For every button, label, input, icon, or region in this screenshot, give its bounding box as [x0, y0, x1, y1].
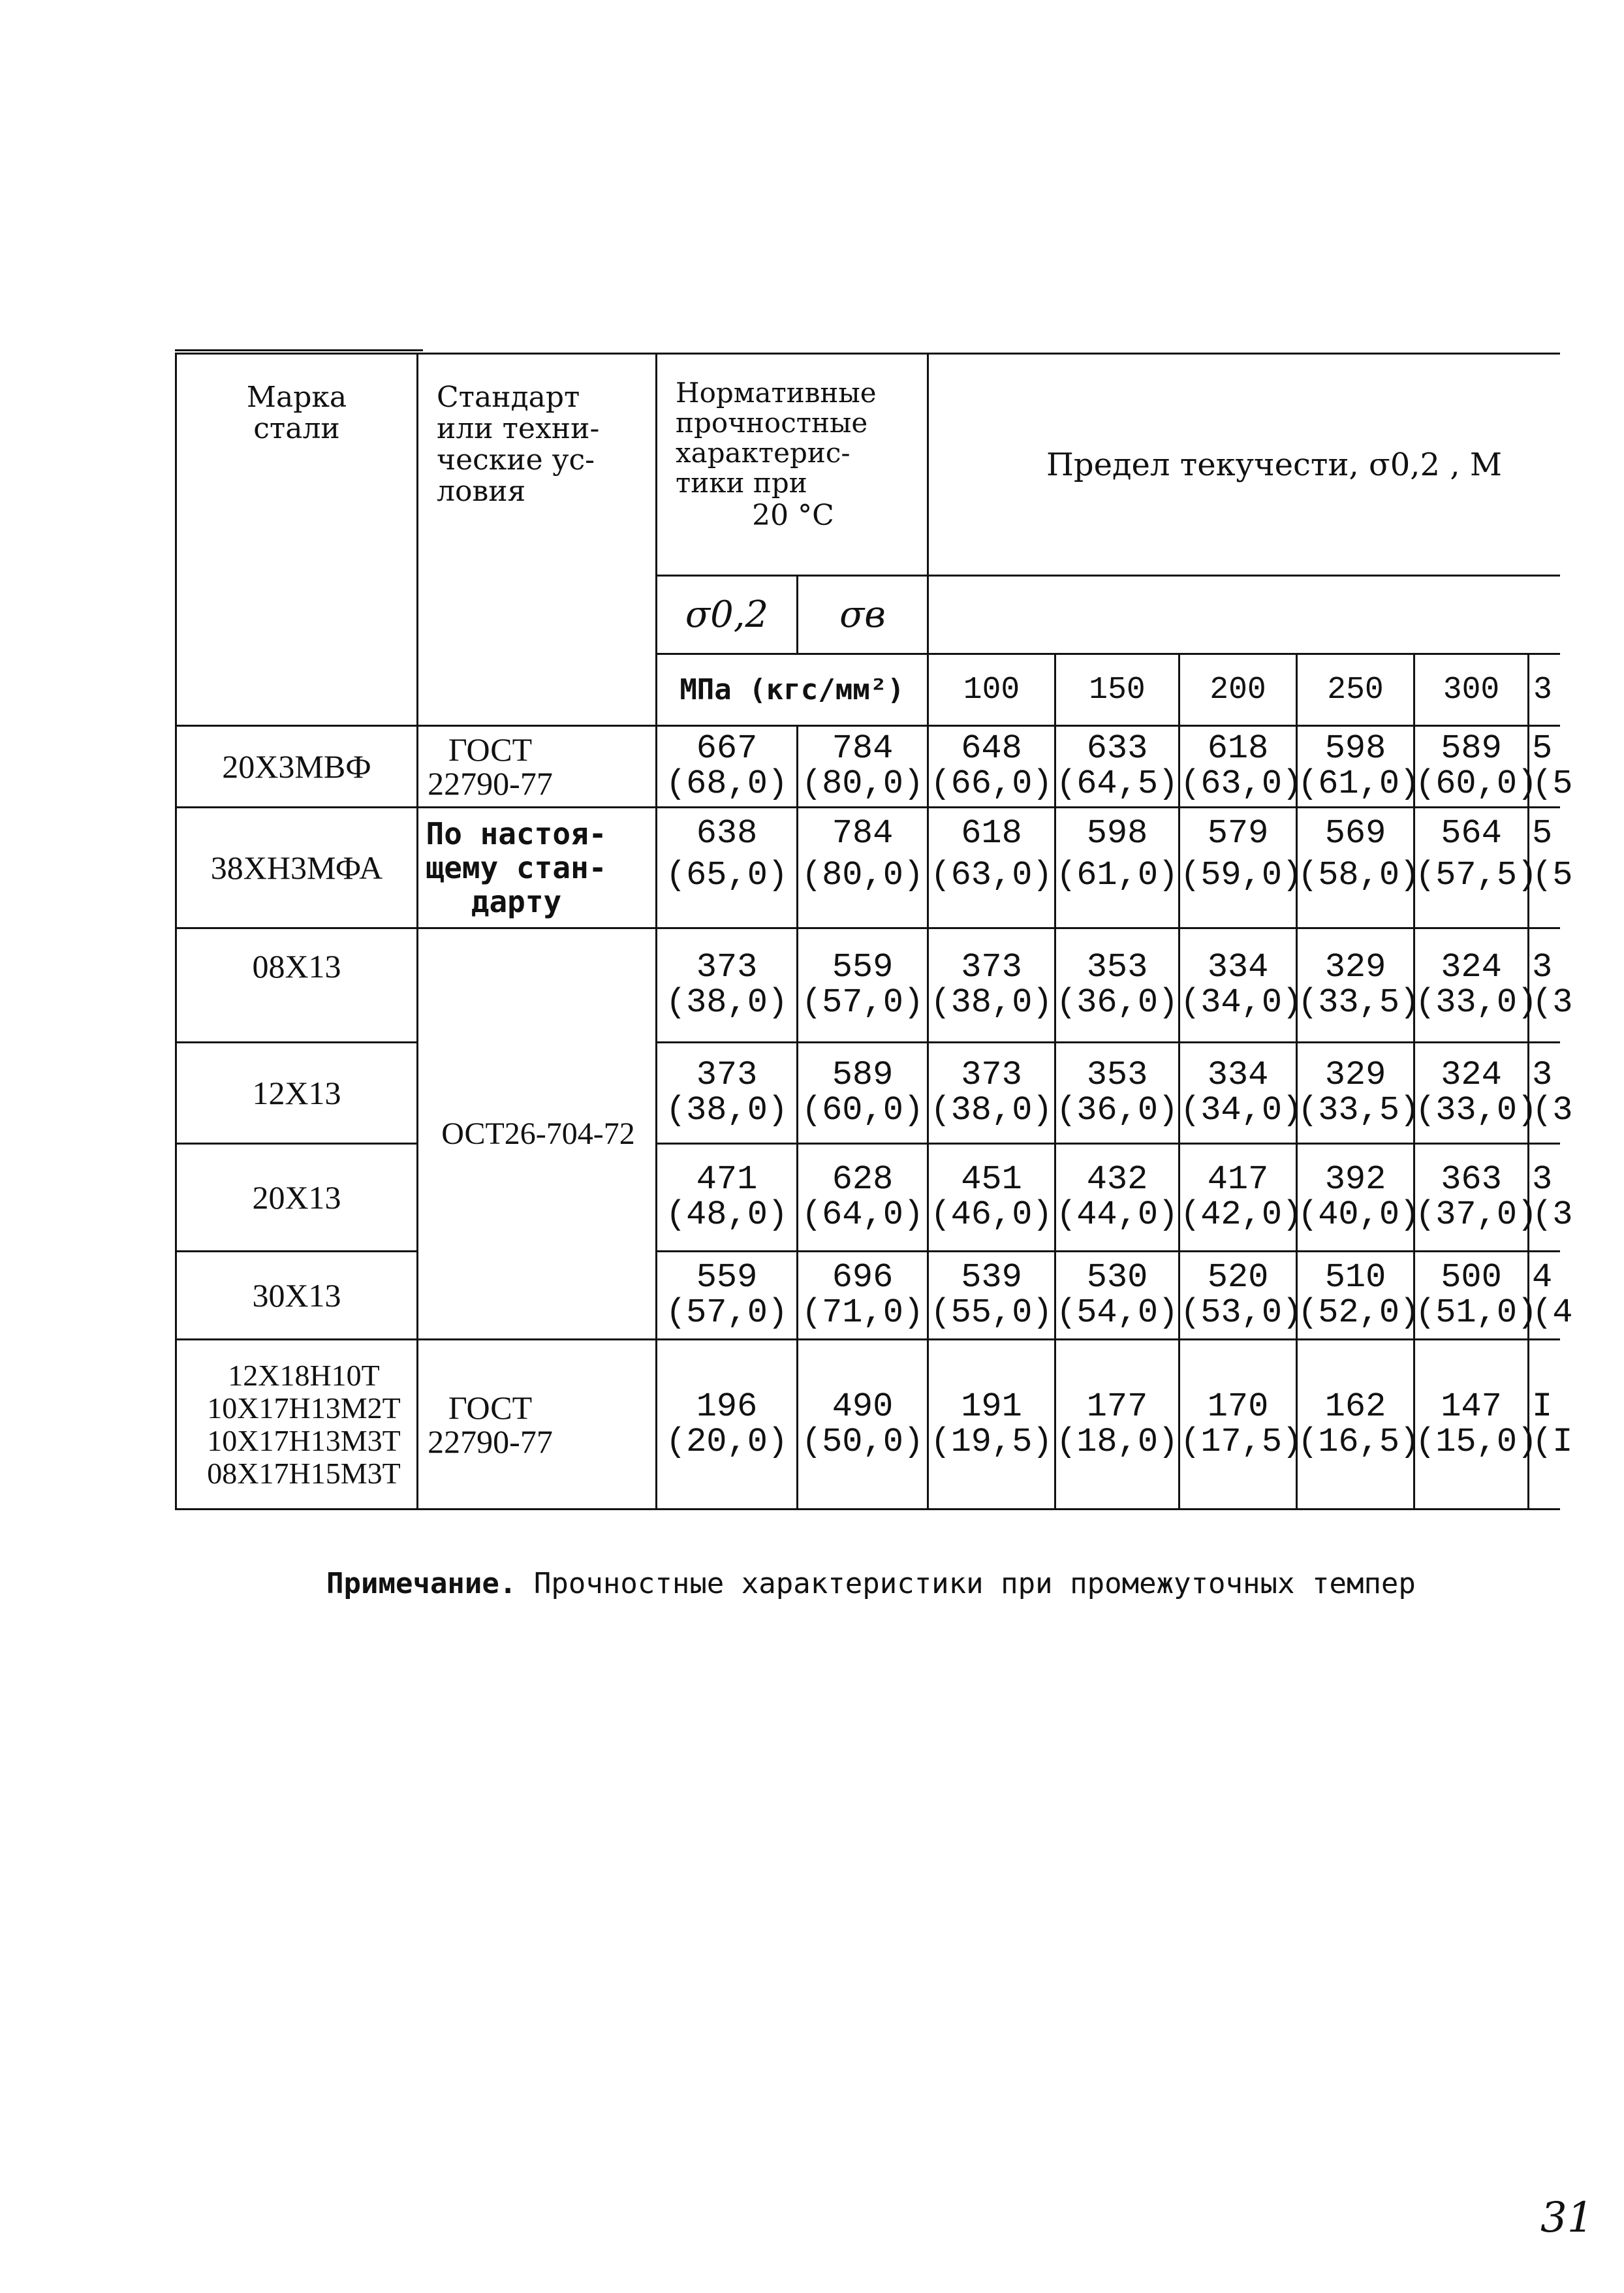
value-kgf: (34,0) — [1180, 983, 1303, 1022]
value-main: 353 — [1086, 948, 1148, 987]
sigmab-symbol: σв — [839, 593, 886, 636]
value-cell — [1529, 1043, 1573, 1144]
value-cell — [1529, 726, 1573, 808]
value-kgf: (38,0) — [930, 1091, 1053, 1130]
value-cell — [798, 1252, 928, 1340]
value-main: 363 — [1441, 1160, 1502, 1199]
value-main: 628 — [832, 1160, 894, 1199]
value-kgf: (3 — [1532, 1091, 1573, 1130]
value-kgf: (3 — [1532, 983, 1573, 1022]
grade-name: 38ХН3МФА — [210, 849, 383, 886]
value-kgf: (17,5) — [1180, 1422, 1303, 1461]
value-kgf: (57,0) — [801, 983, 924, 1022]
header-normative — [657, 354, 928, 576]
value-cell — [798, 928, 928, 1043]
note-text: Прочностные характеристики при промежуточных темпер — [533, 1567, 1416, 1600]
value-cell — [1179, 1144, 1303, 1252]
value-main: 191 — [961, 1387, 1022, 1426]
value-kgf: (36,0) — [1056, 1091, 1179, 1130]
header-standard-label: Стандарт или техни-ческие ус-ловия — [437, 381, 600, 508]
value-cell — [1414, 726, 1538, 808]
value-kgf: (40,0) — [1298, 1195, 1420, 1234]
value-main: 162 — [1324, 1387, 1386, 1426]
value-kgf: (36,0) — [1056, 983, 1179, 1022]
value-kgf: (51,0) — [1415, 1293, 1538, 1332]
value-main: 500 — [1441, 1258, 1502, 1297]
temp-label: 100 — [963, 672, 1020, 708]
value-kgf: (20,0) — [665, 1422, 789, 1461]
value-cell — [657, 726, 798, 808]
value-kgf: (57,0) — [665, 1293, 789, 1332]
standard-text: По настоя-щему стан-дарту — [426, 816, 607, 919]
value-cell — [928, 1144, 1055, 1252]
value-cell — [657, 1043, 798, 1144]
standard-cell-shared — [418, 928, 657, 1340]
value-kgf: (50,0) — [801, 1422, 924, 1461]
value-main: 539 — [961, 1258, 1022, 1297]
value-kgf: (16,5) — [1298, 1422, 1420, 1461]
value-cell — [1414, 1252, 1538, 1340]
value-cell — [1055, 808, 1179, 928]
header-temp-3 — [1179, 654, 1297, 726]
steel-strength-table — [175, 353, 1573, 1510]
value-kgf: (34,0) — [1180, 1091, 1303, 1130]
grade-name: 20Х13 — [252, 1179, 341, 1216]
value-main: 589 — [1441, 729, 1502, 768]
value-cell — [928, 1043, 1055, 1144]
value-kgf: (44,0) — [1056, 1195, 1179, 1234]
value-main: 589 — [832, 1056, 894, 1094]
table-row — [176, 808, 1560, 928]
value-kgf: (55,0) — [930, 1293, 1053, 1332]
value-cell — [657, 1144, 798, 1252]
value-cell — [1179, 808, 1303, 928]
value-cell — [1414, 1043, 1538, 1144]
grade-cell — [176, 808, 418, 928]
value-kgf: (38,0) — [930, 983, 1053, 1022]
value-kgf: (54,0) — [1056, 1293, 1179, 1332]
grade-cell — [176, 928, 418, 1043]
value-cell — [1529, 1340, 1573, 1510]
value-kgf: (64,0) — [801, 1195, 924, 1234]
value-main: 432 — [1086, 1160, 1148, 1199]
value-kgf: (48,0) — [665, 1195, 789, 1234]
table-row — [176, 928, 1560, 1043]
grade-name: 08Х17Н15М3Т — [207, 1456, 401, 1490]
value-main: 373 — [961, 948, 1022, 987]
note-label: Примечание. — [326, 1567, 517, 1600]
value-kgf: (63,0) — [930, 856, 1053, 894]
value-cell — [1055, 1043, 1179, 1144]
units-label: МПа (кгс/мм²) — [679, 673, 905, 706]
table-top-rule — [175, 349, 423, 351]
header-sigmab — [798, 576, 928, 654]
header-temp-4 — [1297, 654, 1414, 726]
standard-cell — [418, 726, 657, 808]
table-row — [176, 1043, 1560, 1144]
value-kgf: (33,5) — [1298, 1091, 1420, 1130]
value-kgf: (60,0) — [801, 1091, 924, 1130]
standard-cell — [418, 1340, 657, 1510]
value-main: 196 — [696, 1387, 758, 1426]
value-cell — [657, 1340, 798, 1510]
grade-name: 20Х3МВФ — [222, 748, 371, 785]
value-cell — [798, 1144, 928, 1252]
value-cell — [798, 1043, 928, 1144]
value-main: 3 — [1532, 948, 1553, 987]
value-main: 559 — [832, 948, 894, 987]
grade-cell — [176, 726, 418, 808]
value-kgf: (33,5) — [1298, 983, 1420, 1022]
value-main: 633 — [1086, 729, 1148, 768]
value-main: 329 — [1324, 1056, 1386, 1094]
value-kgf: (19,5) — [930, 1422, 1053, 1461]
header-normative-temp: 20 °C — [752, 499, 834, 532]
value-cell — [1414, 1340, 1538, 1510]
value-main: 784 — [832, 729, 894, 768]
value-kgf: (52,0) — [1298, 1293, 1420, 1332]
value-main: 559 — [696, 1258, 758, 1297]
value-cell — [1297, 808, 1420, 928]
grade-name: 10Х17Н13М3Т — [207, 1423, 401, 1457]
value-main: 373 — [961, 1056, 1022, 1094]
value-main: 177 — [1086, 1387, 1148, 1426]
temp-label: 200 — [1210, 672, 1266, 708]
value-main: I — [1532, 1387, 1553, 1426]
value-kgf: (38,0) — [665, 983, 789, 1022]
value-cell — [1529, 1252, 1573, 1340]
header-yield — [928, 354, 1560, 576]
temp-label: 3 — [1533, 672, 1552, 708]
value-kgf: (58,0) — [1298, 856, 1420, 894]
value-main: 579 — [1207, 814, 1269, 853]
value-cell — [928, 726, 1055, 808]
value-cell — [928, 928, 1055, 1043]
value-kgf: (60,0) — [1415, 765, 1538, 803]
value-main: 451 — [961, 1160, 1022, 1199]
value-kgf: (15,0) — [1415, 1422, 1538, 1461]
value-main: 353 — [1086, 1056, 1148, 1094]
grade-cell — [176, 1043, 418, 1144]
temp-label: 250 — [1327, 672, 1384, 708]
standard-text: ОСТ26-704-72 — [441, 1116, 635, 1151]
value-cell — [1055, 1340, 1179, 1510]
header-grade — [176, 354, 418, 726]
temp-label: 150 — [1089, 672, 1146, 708]
value-main: 4 — [1532, 1258, 1553, 1297]
header-sigma02 — [657, 576, 798, 654]
value-main: 3 — [1532, 1160, 1553, 1199]
grade-cell — [176, 1144, 418, 1252]
value-kgf: (61,0) — [1298, 765, 1420, 803]
grade-name: 30Х13 — [252, 1277, 341, 1314]
value-cell — [928, 808, 1055, 928]
value-cell — [928, 1252, 1055, 1340]
value-kgf: (65,0) — [665, 856, 789, 894]
value-main: 520 — [1207, 1258, 1269, 1297]
value-cell — [1055, 1252, 1179, 1340]
value-cell — [1179, 928, 1303, 1043]
value-cell — [928, 1340, 1055, 1510]
value-kgf: (18,0) — [1056, 1422, 1179, 1461]
value-main: 170 — [1207, 1387, 1269, 1426]
value-main: 392 — [1324, 1160, 1386, 1199]
value-kgf: (4 — [1532, 1293, 1573, 1332]
value-main: 618 — [961, 814, 1022, 853]
value-main: 510 — [1324, 1258, 1386, 1297]
value-main: 598 — [1324, 729, 1386, 768]
header-standard — [418, 354, 657, 726]
value-main: 417 — [1207, 1160, 1269, 1199]
value-kgf: (42,0) — [1180, 1195, 1303, 1234]
value-kgf: (3 — [1532, 1195, 1573, 1234]
value-kgf: (38,0) — [665, 1091, 789, 1130]
value-cell — [1055, 726, 1179, 808]
table-row — [176, 1252, 1560, 1340]
value-cell — [1297, 1252, 1420, 1340]
temp-label: 300 — [1443, 672, 1500, 708]
table-row — [176, 1144, 1560, 1252]
value-main: 784 — [832, 814, 894, 853]
value-main: 324 — [1441, 948, 1502, 987]
standard-text: ГОСТ 22790-77 — [428, 1389, 553, 1460]
value-main: 490 — [832, 1387, 894, 1426]
header-grade-label: Марка стали — [246, 381, 347, 445]
header-normative-label: Нормативные прочностные характерис-тики при — [676, 377, 877, 499]
header-temp-1 — [928, 654, 1055, 726]
value-kgf: (61,0) — [1056, 856, 1179, 894]
value-main: 5 — [1532, 729, 1553, 768]
sigma02-symbol: σ0,2 — [685, 593, 769, 636]
header-temp-6 — [1529, 654, 1560, 726]
header-temp-2 — [1055, 654, 1179, 726]
value-main: 329 — [1324, 948, 1386, 987]
value-cell — [1055, 928, 1179, 1043]
value-main: 5 — [1532, 814, 1553, 853]
value-cell — [798, 808, 928, 928]
value-main: 530 — [1086, 1258, 1148, 1297]
table-row — [176, 1340, 1560, 1510]
value-cell — [1297, 928, 1420, 1043]
grade-name: 12Х18Н10Т — [228, 1358, 380, 1392]
value-cell — [657, 808, 798, 928]
value-cell — [657, 1252, 798, 1340]
value-cell — [798, 1340, 928, 1510]
value-main: 648 — [961, 729, 1022, 768]
value-cell — [798, 726, 928, 808]
value-main: 147 — [1441, 1387, 1502, 1426]
value-cell — [1179, 726, 1303, 808]
value-main: 334 — [1207, 1056, 1269, 1094]
value-kgf: (33,0) — [1415, 1091, 1538, 1130]
value-kgf: (57,5) — [1415, 856, 1538, 894]
header-yield-blank — [928, 576, 1560, 654]
value-main: 334 — [1207, 948, 1269, 987]
value-main: 373 — [696, 948, 758, 987]
value-main: 324 — [1441, 1056, 1502, 1094]
value-cell — [1179, 1252, 1303, 1340]
table-note — [326, 1567, 1567, 1600]
grade-cell — [176, 1252, 418, 1340]
value-kgf: (59,0) — [1180, 856, 1303, 894]
value-cell — [657, 928, 798, 1043]
value-kgf: (53,0) — [1180, 1293, 1303, 1332]
page-number: 31 — [1540, 2194, 1594, 2242]
grade-name: 08Х13 — [252, 948, 341, 985]
value-cell — [1414, 808, 1538, 928]
value-cell — [1297, 726, 1420, 808]
value-cell — [1414, 1144, 1538, 1252]
value-kgf: (I — [1532, 1422, 1573, 1461]
value-cell — [1529, 808, 1573, 928]
value-kgf: (5 — [1532, 765, 1573, 803]
header-temp-5 — [1414, 654, 1529, 726]
value-main: 569 — [1324, 814, 1386, 853]
value-cell — [1297, 1340, 1420, 1510]
value-main: 373 — [696, 1056, 758, 1094]
value-main: 696 — [832, 1258, 894, 1297]
value-kgf: (68,0) — [665, 765, 789, 803]
value-kgf: (80,0) — [801, 856, 924, 894]
value-kgf: (80,0) — [801, 765, 924, 803]
value-main: 471 — [696, 1160, 758, 1199]
value-cell — [1179, 1043, 1303, 1144]
standard-text: ГОСТ 22790-77 — [428, 731, 553, 802]
value-main: 667 — [696, 729, 758, 768]
value-kgf: (66,0) — [930, 765, 1053, 803]
value-kgf: (33,0) — [1415, 983, 1538, 1022]
value-kgf: (37,0) — [1415, 1195, 1538, 1234]
grade-name: 10Х17Н13М2Т — [207, 1391, 401, 1425]
value-cell — [1179, 1340, 1303, 1510]
value-kgf: (63,0) — [1180, 765, 1303, 803]
standard-cell — [418, 808, 657, 928]
value-kgf: (5 — [1532, 856, 1573, 894]
value-kgf: (71,0) — [801, 1293, 924, 1332]
value-main: 598 — [1086, 814, 1148, 853]
value-kgf: (46,0) — [930, 1195, 1053, 1234]
value-cell — [1414, 928, 1538, 1043]
header-yield-label: Предел текучести, σ0,2 , М — [1046, 446, 1503, 483]
value-kgf: (64,5) — [1056, 765, 1179, 803]
header-units — [657, 654, 928, 726]
value-main: 564 — [1441, 814, 1502, 853]
grade-name: 12Х13 — [252, 1075, 341, 1111]
value-main: 618 — [1207, 729, 1269, 768]
table-row — [176, 726, 1560, 808]
value-cell — [1529, 928, 1573, 1043]
value-cell — [1529, 1144, 1573, 1252]
value-cell — [1297, 1043, 1420, 1144]
grade-cell — [176, 1340, 418, 1510]
value-main: 3 — [1532, 1056, 1553, 1094]
value-cell — [1055, 1144, 1179, 1252]
value-cell — [1297, 1144, 1420, 1252]
value-main: 638 — [696, 814, 758, 853]
